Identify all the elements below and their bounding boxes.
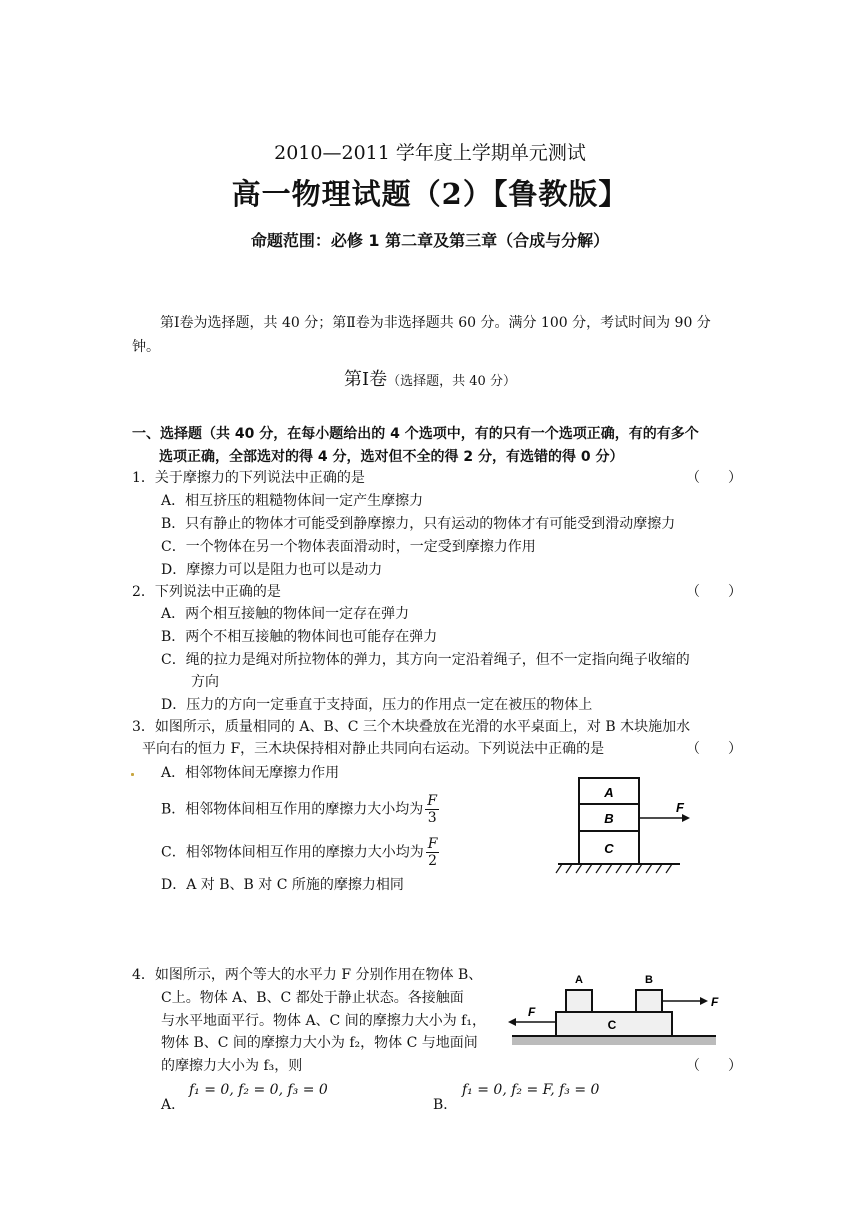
q2-option-c-line1: C．绳的拉力是绳对所拉物体的弹力，其方向一定沿着绳子，但不一定指向绳子收缩的 bbox=[161, 652, 690, 668]
label-c: C bbox=[604, 841, 614, 856]
section-heading-line1: 一、选择题（共 40 分，在每小题给出的 4 个选项中，有的只有一个选项正确，有的有多个 bbox=[132, 426, 699, 442]
fraction-numerator: F bbox=[427, 793, 438, 809]
q3-option-b bbox=[161, 793, 439, 826]
section-heading-line2: 选项正确，全部选对的得 4 分，选对但不全的得 2 分，有选错的得 0 分） bbox=[159, 449, 624, 465]
label-b: B bbox=[645, 974, 653, 986]
q3-option-b-text: B．相邻物体间相互作用的摩擦力大小均为 bbox=[161, 801, 424, 818]
q4-option-a-formula: f₁ = 0, f₂ = 0, f₃ = 0 bbox=[189, 1082, 328, 1098]
q4-option-b-label: B． bbox=[433, 1097, 458, 1113]
exam-intro: 第Ⅰ卷为选择题，共 40 分；第Ⅱ卷为非选择题共 60 分。满分 100 分，考试时间为 90 分钟。 bbox=[132, 315, 711, 355]
q3-answer-blank: （ ） bbox=[686, 741, 742, 757]
q1-option-a: A．相互挤压的粗糙物体间一定产生摩擦力 bbox=[161, 493, 424, 509]
q4-option-a-label: A． bbox=[161, 1097, 186, 1113]
exam-year-title: 2010—2011 学年度上学期单元测试 bbox=[274, 142, 586, 164]
part1-heading bbox=[0, 365, 860, 391]
block-a bbox=[566, 990, 592, 1012]
q4-blocks-figure bbox=[508, 968, 720, 1050]
label-a: A bbox=[604, 785, 614, 800]
q4-stem-line4: 物体 B、C 间的摩擦力大小为 f₂，物体 C 与地面间 bbox=[161, 1035, 478, 1051]
q3-fraction-f-over-2 bbox=[426, 836, 440, 869]
q2-option-a: A．两个相互接触的物体间一定存在弹力 bbox=[161, 606, 410, 622]
exam-scope: 命题范围：必修 1 第二章及第三章（合成与分解） bbox=[250, 231, 610, 250]
label-a: A bbox=[575, 974, 583, 986]
q4-stem-line5: 的摩擦力大小为 f₃，则 bbox=[161, 1058, 303, 1074]
part1-main: 第Ⅰ卷 bbox=[344, 369, 388, 390]
q1-option-c: C．一个物体在另一个物体表面滑动时，一定受到摩擦力作用 bbox=[161, 539, 536, 555]
fraction-denominator: 2 bbox=[428, 853, 438, 869]
q2-option-b: B．两个不相互接触的物体间也可能存在弹力 bbox=[161, 629, 438, 645]
q3-option-d: D．A 对 B、B 对 C 所施的摩擦力相同 bbox=[161, 877, 404, 893]
ground-hatching bbox=[556, 864, 672, 873]
q4-stem-line1: 4．如图所示，两个等大的水平力 F 分别作用在物体 B、 bbox=[132, 967, 483, 983]
fraction-numerator: F bbox=[427, 836, 438, 852]
q3-stem-line2: 平向右的恒力 F，三木块保持相对静止共同向右运动。下列说法中正确的是 bbox=[142, 741, 605, 757]
q1-stem: 1．关于摩擦力的下列说法中正确的是 bbox=[132, 470, 365, 486]
q2-option-c-line2: 方向 bbox=[191, 674, 219, 690]
q4-answer-blank: （ ） bbox=[686, 1058, 742, 1074]
q1-answer-blank: （ ） bbox=[686, 470, 742, 486]
label-force-left: F bbox=[528, 1005, 536, 1019]
right-force-arrow-head bbox=[700, 997, 708, 1005]
part1-note: （选择题，共 40 分） bbox=[387, 374, 516, 389]
q1-option-d: D．摩擦力可以是阻力也可以是动力 bbox=[161, 562, 383, 578]
q3-option-a: A．相邻物体间无摩擦力作用 bbox=[161, 765, 340, 781]
q2-answer-blank: （ ） bbox=[686, 584, 742, 600]
label-force: F bbox=[676, 800, 684, 815]
q4-stem-line2: C上。物体 A、B、C 都处于静止状态。各接触面 bbox=[161, 990, 464, 1006]
q2-option-d: D．压力的方向一定垂直于支持面，压力的作用点一定在被压的物体上 bbox=[161, 697, 593, 713]
label-c: C bbox=[607, 1018, 617, 1032]
q3-stacked-blocks-figure bbox=[552, 770, 702, 880]
ground-hatching bbox=[512, 1037, 716, 1045]
q3-stem-line1: 3．如图所示，质量相同的 A、B、C 三个木块叠放在光滑的水平桌面上，对 B 木块施加水 bbox=[132, 719, 691, 735]
exam-main-title: 高一物理试题（2）【鲁教版】 bbox=[231, 177, 629, 211]
fraction-denominator: 3 bbox=[427, 810, 437, 826]
q3-fraction-f-over-3 bbox=[425, 793, 439, 826]
block-b bbox=[636, 990, 662, 1012]
label-b: B bbox=[604, 811, 614, 826]
q3-option-c-text: C．相邻物体间相互作用的摩擦力大小均为 bbox=[161, 844, 424, 861]
left-force-arrow-head bbox=[508, 1018, 516, 1026]
force-arrow-head bbox=[682, 814, 690, 822]
q2-stem: 2．下列说法中正确的是 bbox=[132, 584, 281, 600]
label-force-right: F bbox=[711, 995, 719, 1009]
q4-stem-line3: 与水平地面平行。物体 A、C 间的摩擦力大小为 f₁， bbox=[161, 1013, 486, 1029]
q3-option-c bbox=[161, 836, 439, 869]
q4-option-b-formula: f₁ = 0, f₂ = F, f₃ = 0 bbox=[462, 1082, 600, 1098]
q1-option-b: B．只有静止的物体才可能受到静摩擦力，只有运动的物体才有可能受到滑动摩擦力 bbox=[161, 516, 676, 532]
stray-mark bbox=[131, 773, 134, 776]
